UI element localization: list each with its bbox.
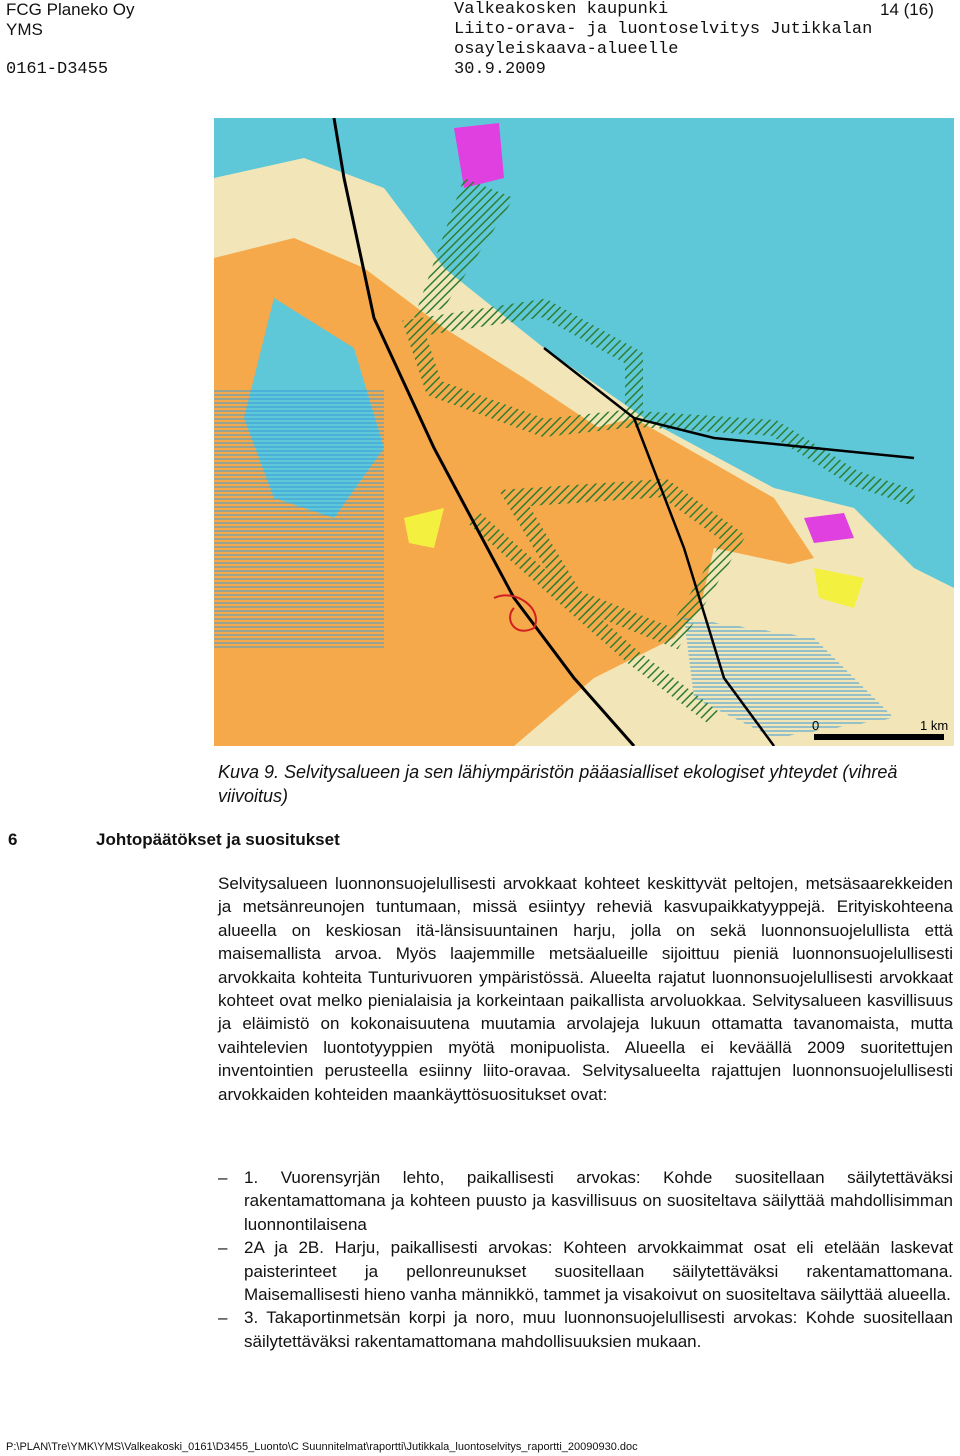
list-item: [218, 1166, 953, 1236]
list-item: [218, 1236, 953, 1306]
figure-caption: Kuva 9. Selvitysalueen ja sen lähiympäristön pääasialliset ekologiset yhteydet (vihreä viivoitus): [218, 762, 898, 806]
report-title-line2: osayleiskaava-alueelle: [454, 40, 679, 59]
project-code: 0161-D3455: [6, 60, 109, 79]
page-number: 14 (16): [880, 0, 934, 19]
company-name: FCG Planeko Oy: [6, 0, 135, 19]
scale-unit: 1 km: [920, 718, 949, 733]
list-dash: –: [218, 1238, 228, 1258]
list-item: [218, 1306, 953, 1353]
report-date: 30.9.2009: [454, 60, 546, 79]
section-title: Johtopäätökset ja suositukset: [96, 830, 340, 849]
scale-zero: 0: [812, 718, 820, 733]
file-path-footer: P:\PLAN\Tre\YMK\YMS\Valkeakoski_0161\D3455_Luonto\C Suunnitelmat\raportti\Jutikkala_luontoselvitys_raportti_20090930.doc: [6, 1441, 638, 1453]
meadow-area: [214, 388, 384, 648]
list-item-text: 2A ja 2B. Harju, paikallisesti arvokas: Kohteen arvokkaimmat osat eli etelään laskevat paisterinteet ja pellonreunukset suositellaan säilytettäväksi rakentamattomana. Maisemallisesti hieno vanha männikkö, tammet ja visakoivut on suositeltava säilyttää alueella.: [244, 1238, 953, 1305]
section-number: 6: [8, 830, 18, 849]
ecological-corridor-map: [214, 118, 954, 746]
list-item-text: 1. Vuorensyrjän lehto, paikallisesti arvokas: Kohde suositellaan säilytettäväksi rakentamattomana ja kohteen puusto ja kasvillisuus on suositeltava säilyttää mahdollisimman luonnontilaisena: [244, 1168, 953, 1234]
list-dash: –: [218, 1168, 228, 1187]
section-heading: [8, 830, 340, 850]
body-paragraph: Selvitysalueen luonnonsuojelullisesti arvokkaat kohteet keskittyvät peltojen, metsäsaarekkeiden ja metsänreunojen tuntumaan, missä esiintyy reheviä kasvupaikkatyyppejä. Erityiskohteena alueella on keskiosan itä-länsisuuntainen harju, jolla on sekä luonnonsuojelullista että maisemallista arvoa. Myös laajemmille metsäalueille sijoittuu pieniä luonnonsuojelullisesti arvokkaita kohteita Tunturivuoren ympäristössä. Alueelta rajatut luonnonsuojelullisesti arvokkaat kohteet ovat melko pienialaisia ja korkeintaan paikallista arvoluokkaa. Selvitysalueen kasvillisuus ja eläimistö on kokonaisuutena muutamia arvolajeja lukuun ottamatta tavanomaista, mutta vaihtelevien luontotyyppien myötä monipuolista. Alueella ei keväällä 2009 suoritettujen inventointien perusteella esiinny liito-oravaa. Selvitysalueelta rajattujen luonnonsuojelullisesti arvokkaiden kohteiden maankäyttösuositukset ovat:: [218, 874, 953, 1104]
list-item-text: 3. Takaportinmetsän korpi ja noro, muu luonnonsuojelullisesti arvokas: Kohde suositellaan säilytettäväksi rakentamattomana mahdollisuuksien mukaan.: [244, 1308, 953, 1351]
client-name: Valkeakosken kaupunki: [454, 0, 669, 19]
report-title-line1: Liito-orava- ja luontoselvitys Jutikkalan: [454, 20, 873, 39]
unit-code: YMS: [6, 20, 43, 39]
recommendation-list: [218, 1166, 953, 1353]
list-dash: –: [218, 1308, 228, 1328]
scale-bar: [814, 734, 944, 740]
